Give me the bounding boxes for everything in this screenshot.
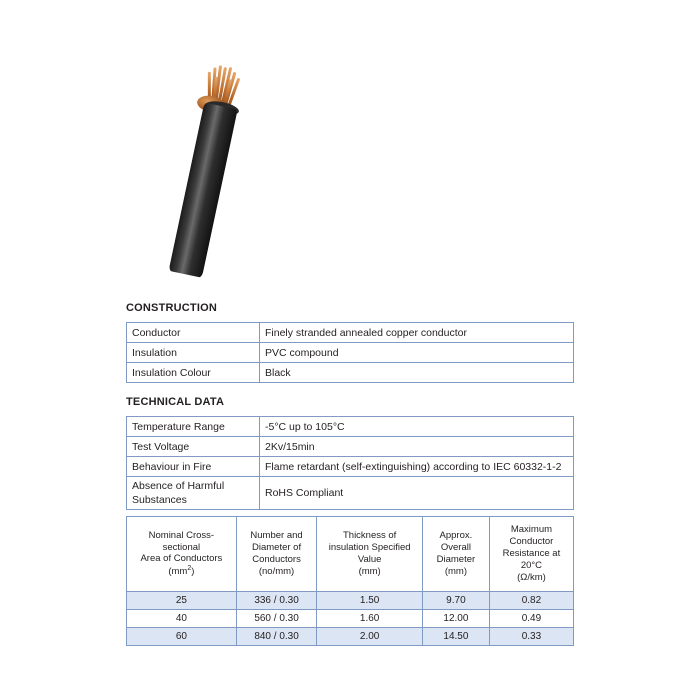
construction-label-insulation-colour: Insulation Colour	[127, 363, 260, 383]
header-line: Thickness of	[342, 530, 397, 542]
cell-area: 60	[127, 628, 237, 646]
header-line: Conductors	[252, 554, 301, 565]
cable-illustration	[188, 60, 308, 235]
header-line: Area of Conductors	[140, 553, 223, 565]
technical-data-table	[126, 416, 574, 510]
cell-thickness: 1.60	[317, 610, 423, 628]
cell-conductors: 560 / 0.30	[236, 610, 317, 628]
cell-conductors: 336 / 0.30	[236, 592, 317, 610]
table-row	[127, 417, 574, 437]
header-line: Approx.	[439, 530, 473, 542]
table-row	[127, 477, 574, 510]
technical-value-behaviour-in-fire: Flame retardant (self-extinguishing) according to IEC 60332-1-2	[260, 457, 574, 477]
cell-thickness: 1.50	[317, 592, 423, 610]
header-superscript: 2	[187, 565, 192, 573]
header-line: (mm)	[444, 565, 467, 577]
table-row	[127, 457, 574, 477]
cell-resistance: 0.82	[489, 592, 573, 610]
header-nominal-area	[127, 517, 237, 592]
header-insulation-thickness	[317, 517, 423, 592]
header-line: Number and	[250, 530, 303, 542]
table-row	[127, 437, 574, 457]
table-row	[127, 343, 574, 363]
cell-diameter: 14.50	[422, 628, 489, 646]
header-overall-diameter	[422, 517, 489, 592]
table-row	[127, 628, 574, 646]
cell-area: 25	[127, 592, 237, 610]
technical-value-absence-of-harmful-substances: RoHS Compliant	[260, 477, 574, 510]
table-row	[127, 610, 574, 628]
header-line: )	[191, 566, 195, 578]
construction-heading: CONSTRUCTION	[126, 302, 218, 314]
header-line: (no/mm)	[258, 565, 295, 577]
header-line: Conductor	[509, 536, 554, 548]
header-line: insulation Specified	[328, 542, 411, 554]
technical-value-test-voltage: 2Kv/15min	[260, 437, 574, 457]
construction-label-insulation: Insulation	[127, 343, 260, 363]
header-line: (mm	[168, 566, 188, 578]
header-line: 20°C	[520, 559, 543, 571]
construction-value-conductor: Finely stranded annealed copper conductor	[260, 323, 574, 343]
cell-diameter: 9.70	[422, 592, 489, 610]
black-pvc-sheath	[169, 102, 238, 277]
table-header-row	[127, 517, 574, 592]
table-row	[127, 323, 574, 343]
header-max-resistance	[489, 517, 573, 592]
technical-label-test-voltage: Test Voltage	[127, 437, 260, 457]
technical-label-absence-of-harmful-substances: Absence of Harmful Substances	[127, 477, 260, 510]
cell-diameter: 12.00	[422, 610, 489, 628]
technical-value-temperature-range: -5°C up to 105°C	[260, 417, 574, 437]
cell-resistance: 0.49	[489, 610, 573, 628]
header-line: Overall	[440, 542, 471, 554]
construction-value-insulation-colour: Black	[260, 363, 574, 383]
header-line: Resistance at	[502, 548, 561, 560]
technical-label-behaviour-in-fire: Behaviour in Fire	[127, 457, 260, 477]
cell-resistance: 0.33	[489, 628, 573, 646]
header-line: Nominal Cross-sectional	[148, 529, 215, 553]
header-line: Diameter	[436, 554, 476, 565]
cell-area: 40	[127, 610, 237, 628]
technical-data-heading: TECHNICAL DATA	[126, 396, 225, 408]
construction-label-conductor: Conductor	[127, 323, 260, 343]
construction-table	[126, 322, 574, 383]
header-number-diameter	[236, 517, 317, 592]
header-line: Diameter of	[252, 542, 302, 554]
header-line: Value	[357, 554, 382, 565]
header-line: (Ω/km)	[517, 571, 546, 583]
table-row	[127, 363, 574, 383]
technical-label-temperature-range: Temperature Range	[127, 417, 260, 437]
cell-thickness: 2.00	[317, 628, 423, 646]
header-line: (mm)	[358, 565, 381, 577]
construction-value-insulation: PVC compound	[260, 343, 574, 363]
specification-table	[126, 516, 574, 646]
cell-conductors: 840 / 0.30	[236, 628, 317, 646]
table-row	[127, 592, 574, 610]
product-image	[0, 0, 700, 285]
header-line: Maximum	[510, 524, 553, 536]
